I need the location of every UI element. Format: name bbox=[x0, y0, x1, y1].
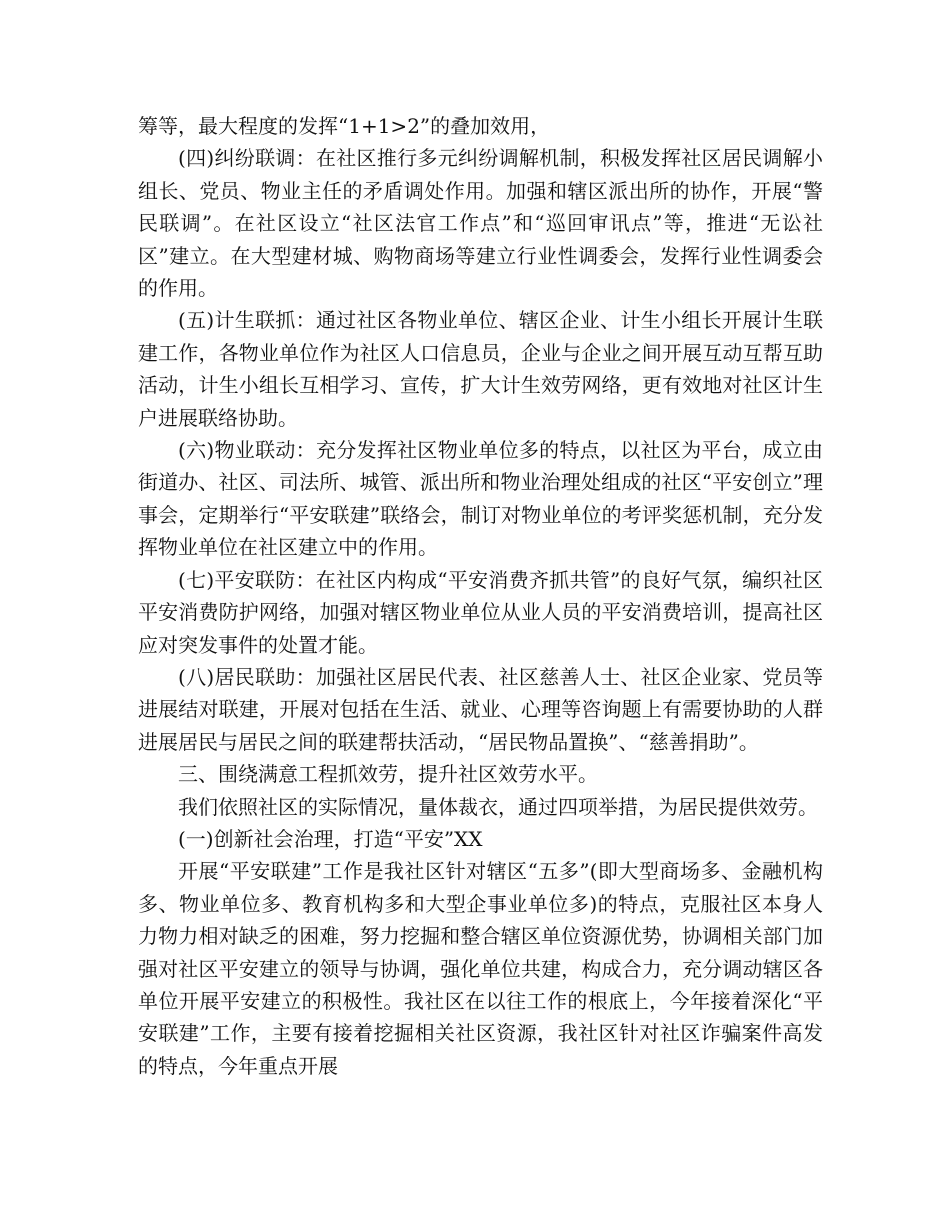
paragraph-safety-defense: (七)平安联防：在社区内构成“平安消费齐抓共管”的良好气氛，编织社区平安消费防护网络，加强对辖区物业单位从业人员的平安消费培训，提高社区应对突发事件的处置才能。 bbox=[138, 567, 823, 657]
paragraph-family-planning: (五)计生联抓：通过社区各物业单位、辖区企业、计生小组长开展计生联建工作，各物业单位作为社区人口信息员，企业与企业之间开展互动互帮互助活动，计生小组长互相学习、宣传，扩大计生效劳网络，更有效地对社区计生户进展联络协助。 bbox=[138, 308, 823, 430]
subsection-heading-one: (一)创新社会治理，打造“平安”XX bbox=[178, 826, 483, 851]
paragraph-property-linkage: (六)物业联动：充分发挥社区物业单位多的特点，以社区为平台，成立由街道办、社区、司法所、城管、派出所和物业治理处组成的社区“平安创立”理事会，定期举行“平安联建”联络会，制订对物业单位的考评奖惩机制，充分发挥物业单位在社区建立中的作用。 bbox=[138, 438, 823, 560]
paragraph-resident-assistance: (八)居民联助：加强社区居民代表、社区慈善人士、社区企业家、党员等进展结对联建，开展对包括在生活、就业、心理等咨询题上有需要协助的人群进展居民与居民之间的联建帮扶活动，“居民物品置换”、“慈善捐助”。 bbox=[138, 664, 823, 754]
paragraph-continuation: 筹等，最大程度的发挥“1+1>2”的叠加效用， bbox=[138, 114, 551, 138]
paragraph-four-measures: 我们依照社区的实际情况，量体裁衣，通过四项举措，为居民提供效劳。 bbox=[178, 794, 818, 819]
paragraph-dispute-mediation: (四)纠纷联调：在社区推行多元纠纷调解机制，积极发挥社区居民调解小组长、党员、物业主任的矛盾调处作用。加强和辖区派出所的协作，开展“警民联调”。在社区设立“社区法官工作点”和“巡回审讯点”等，推进“无讼社区”建立。在大型建材城、购物商场等建立行业性调委会，发挥行业性调委会的作用。 bbox=[138, 146, 823, 301]
section-heading-three: 三、围绕满意工程抓效劳，提升社区效劳水平。 bbox=[178, 762, 598, 787]
paragraph-safety-joint-building: 开展“平安联建”工作是我社区针对辖区“五多”(即大型商场多、金融机构多、物业单位多、教育机构多和大型企事业单位多)的特点，克服社区本身人力物力相对缺乏的困难，努力挖掘和整合辖区单位资源优势，协调相关部门加强对社区平安建立的领导与协调，强化单位共建，构成合力，充分调动辖区各单位开展平安建立的积极性。我社区在以往工作的根底上，今年接着深化“平安联建”工作，主要有接着挖掘相关社区资源，我社区针对社区诈骗案件高发的特点，今年重点开展 bbox=[138, 859, 823, 1078]
document-page bbox=[138, 110, 823, 1082]
